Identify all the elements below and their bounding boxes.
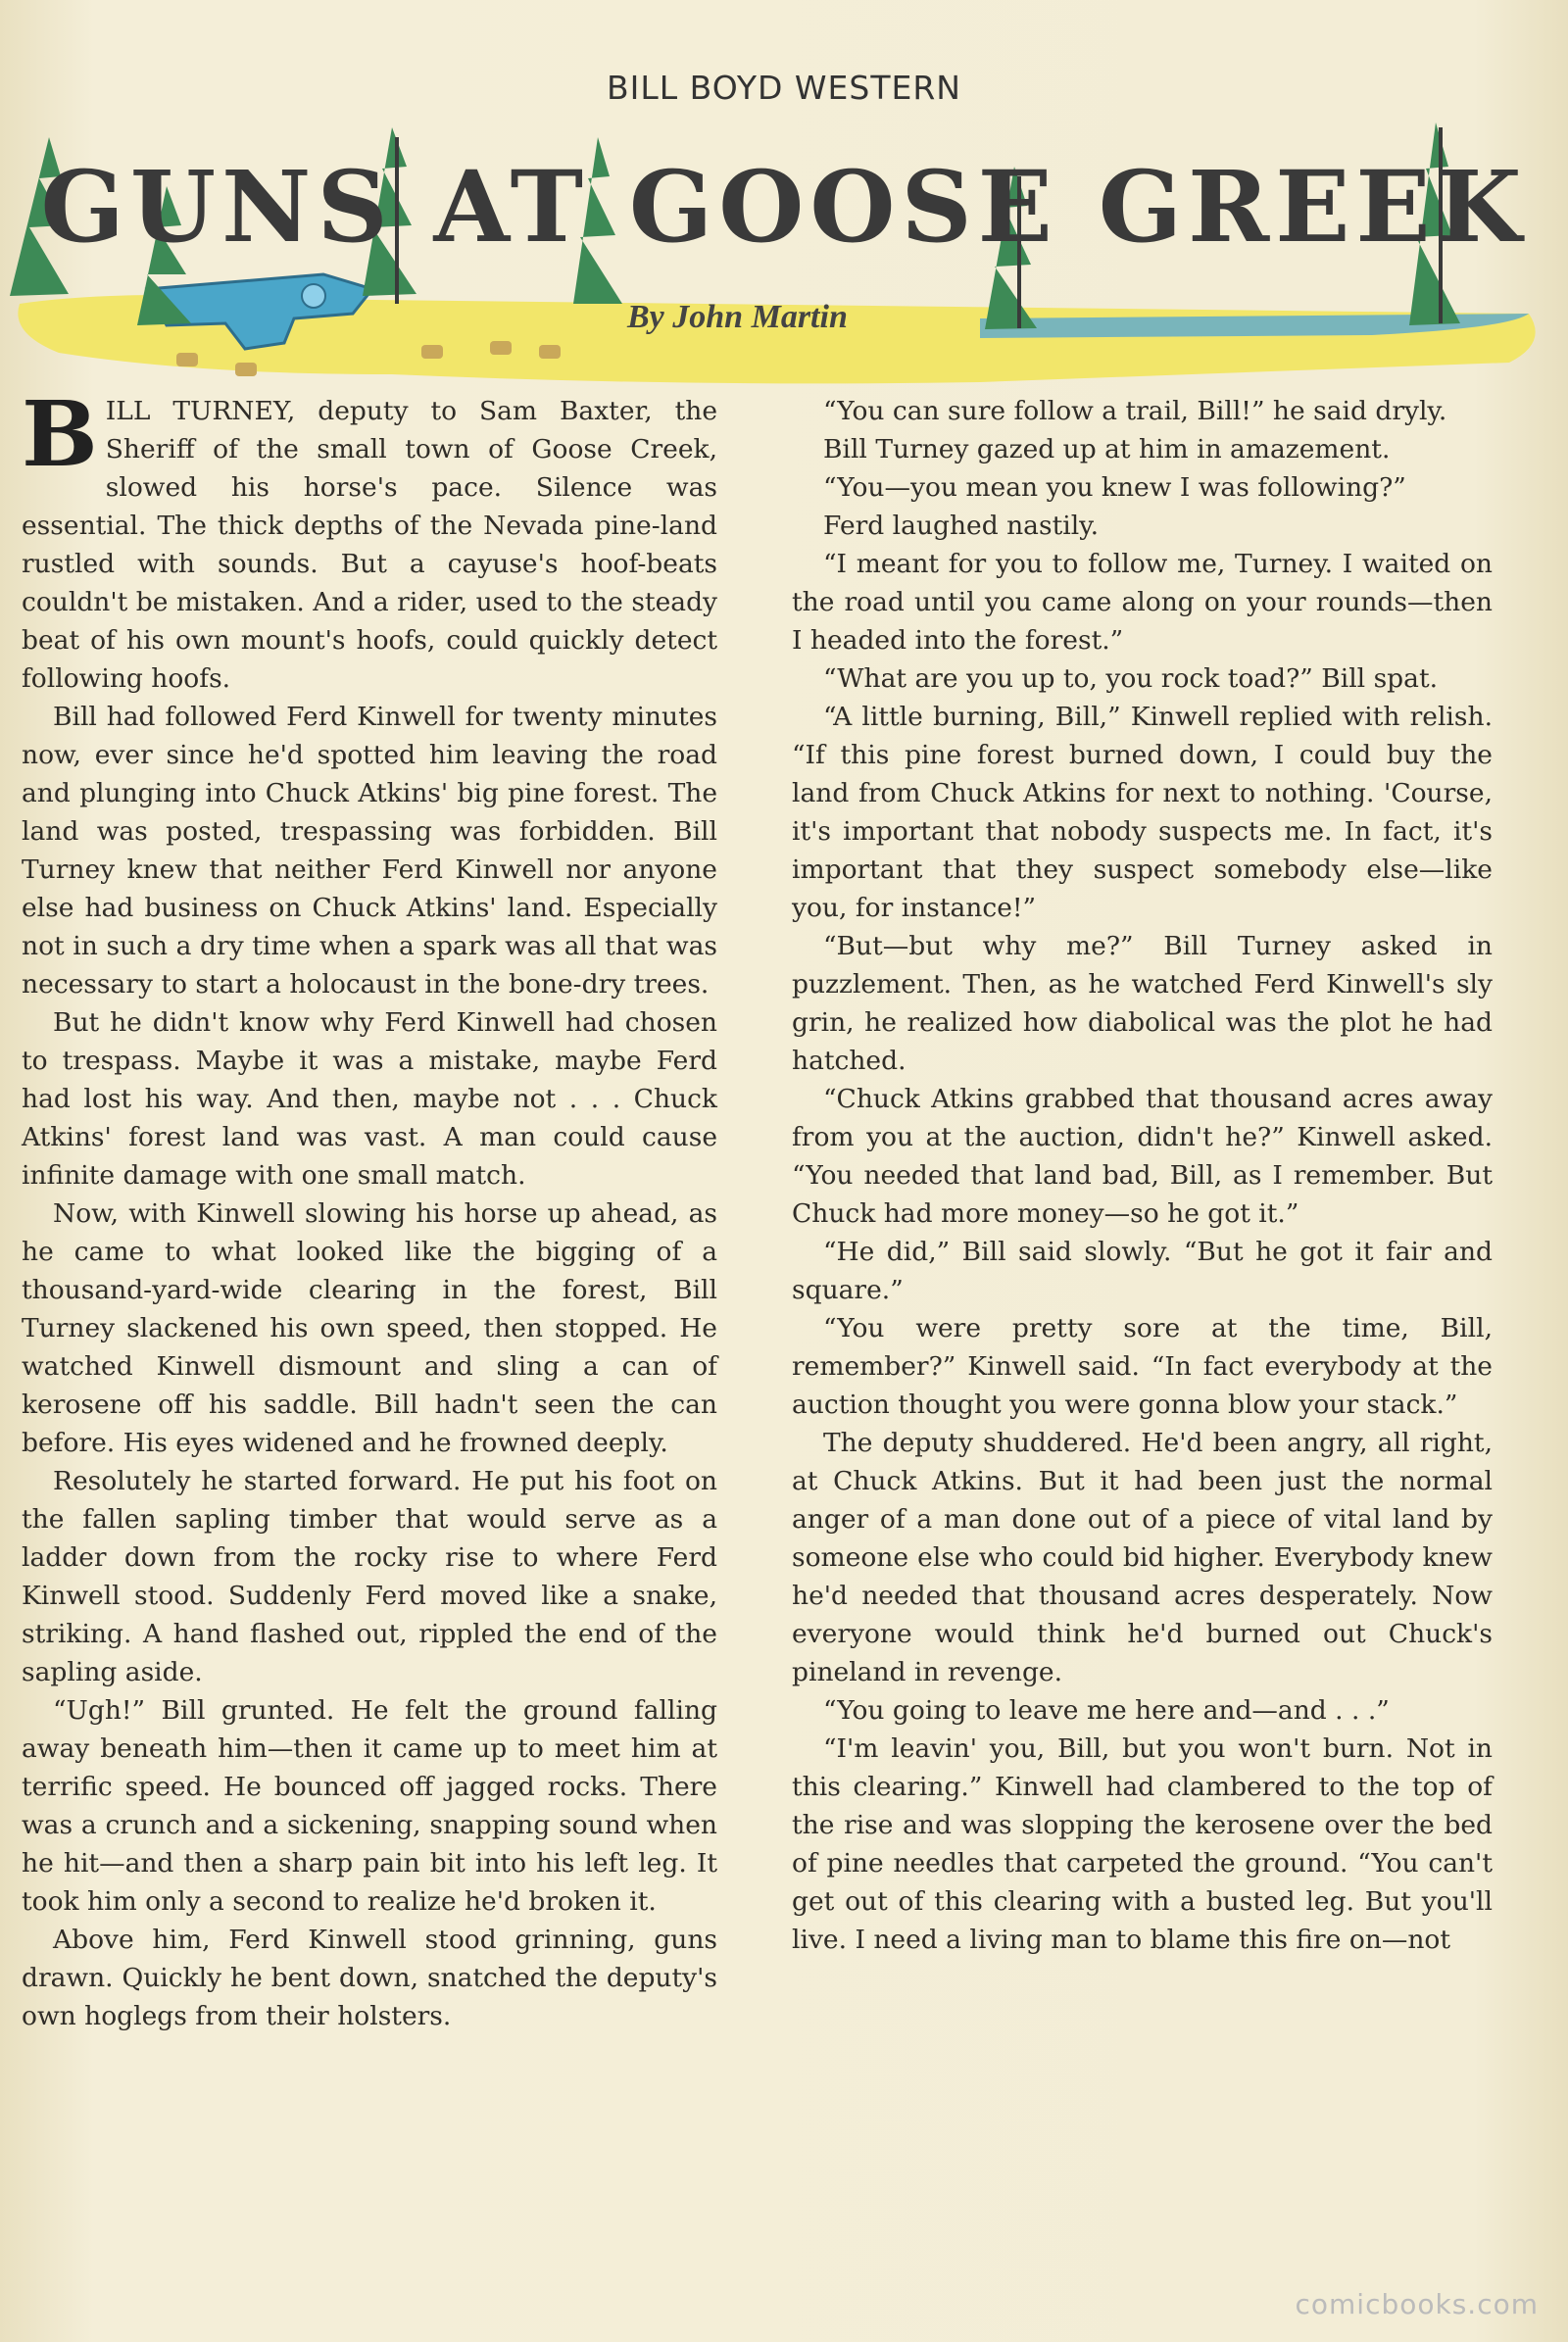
- paragraph: The deputy shuddered. He'd been angry, all right, at Chuck Atkins. But it had been just the normal anger of a man done out of a piece of vital land by someone else who could bid higher. Everybody knew he'd needed that thousand acres desperately. Now everyone would think he'd burned out Chuck's pineland in revenge.: [792, 1428, 1493, 1687]
- story-title: GUNS AT GOOSE GREEK: [40, 149, 1528, 265]
- paragraph: “Ugh!” Bill grunted. He felt the ground falling away beneath him—then it came up to meet him at terrific speed. He bounced off jagged rocks. There was a crunch and a sickening, snapping sound when he hit—and then a sharp pain bit into his left leg. It took him only a second to realize he'd broken it.: [22, 1695, 717, 1917]
- running-head: BILL BOYD WESTERN: [607, 69, 961, 107]
- paragraph: “A little burning, Bill,” Kinwell replied with relish. “If this pine forest burned down, I could buy the land from Chuck Atkins for next to nothing. 'Course, it's important that nobody suspects me. In fact, it's important that they suspect somebody else—like you, for instance!”: [792, 702, 1493, 923]
- paragraph: “He did,” Bill said slowly. “But he got it fair and square.”: [792, 1237, 1493, 1305]
- paragraph: Ferd laughed nastily.: [823, 511, 1100, 541]
- paragraph: Above him, Ferd Kinwell stood grinning, guns drawn. Quickly he bent down, snatched the deputy's own hoglegs from their holsters.: [22, 1925, 717, 2031]
- paragraph: “What are you up to, you rock toad?” Bill spat.: [823, 663, 1439, 694]
- paragraph: Resolutely he started forward. He put his foot on the fallen sapling timber that would serve as a ladder down from the rocky rise to where Ferd Kinwell stood. Suddenly Ferd moved like a snake, striking. A hand flashed out, rippled the end of the sapling aside.: [22, 1466, 717, 1687]
- paragraph: “I'm leavin' you, Bill, but you won't burn. Not in this clearing.” Kinwell had clambered to the top of the rise and was slopping the kerosene over the bed of pine needles that carpeted the ground. “You can't get out of this clearing with a busted leg. But you'll live. I need a living man to blame this fire on—not: [792, 1733, 1493, 1955]
- paragraph: Bill Turney gazed up at him in amazement.: [823, 434, 1391, 464]
- paragraph: But he didn't know why Ferd Kinwell had chosen to trespass. Maybe it was a mistake, maybe Ferd had lost his way. And then, maybe not . . . Chuck Atkins' forest land was vast. A man could cause infinite damage with one small match.: [22, 1007, 717, 1191]
- paragraph: “You going to leave me here and—and . . .”: [823, 1695, 1390, 1726]
- drop-cap: B: [22, 381, 98, 487]
- paragraph: “Chuck Atkins grabbed that thousand acres away from you at the auction, didn't he?” Kinwell asked. “You needed that land bad, Bill, as I remember. But Chuck had more money—so he got it.”: [792, 1084, 1493, 1229]
- watermark: comicbooks.com: [1295, 2288, 1539, 2320]
- paragraph: “You—you mean you knew I was following?”: [823, 472, 1406, 503]
- paragraph: Bill had followed Ferd Kinwell for twenty minutes now, ever since he'd spotted him leaving the road and plunging into Chuck Atkins' big pine forest. The land was posted, trespassing was forbidden. Bill Turney knew that neither Ferd Kinwell nor anyone else had business on Chuck Atkins' land. Especially not in such a dry time when a spark was all that was necessary to start a holocaust in the bone-dry trees.: [22, 702, 717, 1000]
- right-column: [792, 392, 1493, 1959]
- paragraph: “You can sure follow a trail, Bill!” he said dryly.: [823, 396, 1447, 426]
- paragraph: “But—but why me?” Bill Turney asked in puzzlement. Then, as he watched Ferd Kinwell's sly grin, he realized how diabolical was the plot he had hatched.: [792, 931, 1493, 1076]
- paragraph: BILL TURNEY, deputy to Sam Baxter, the Sheriff of the small town of Goose Creek, slowed his horse's pace. Silence was essential. The thick depths of the Nevada pine-land rustled with sounds. But a cayuse's hoof-beats couldn't be mistaken. And a rider, used to the steady beat of his own mount's hoofs, could quickly detect following hoofs.: [22, 381, 717, 694]
- paragraph: “I meant for you to follow me, Turney. I waited on the road until you came along on your rounds—then I headed into the forest.”: [792, 549, 1493, 656]
- byline: By John Martin: [627, 299, 848, 335]
- paragraph: Now, with Kinwell slowing his horse up ahead, as he came to what looked like the bigging of a thousand-yard-wide clearing in the forest, Bill Turney slackened his own speed, then stopped. He watched Kinwell dismount and sling a can of kerosene off his saddle. Bill hadn't seen the can before. His eyes widened and he frowned deeply.: [22, 1198, 717, 1458]
- paragraph: “You were pretty sore at the time, Bill, remember?” Kinwell said. “In fact everybody at the auction thought you were gonna blow your stack.”: [792, 1313, 1493, 1420]
- left-column: [22, 381, 717, 2035]
